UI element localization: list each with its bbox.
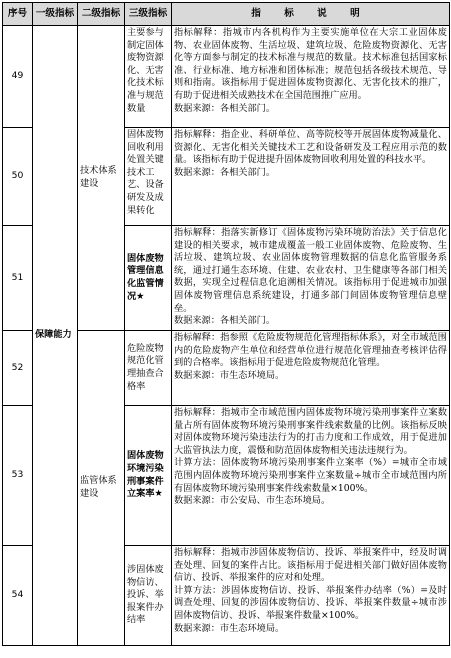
row-desc <box>172 406 450 546</box>
row-seq: 51 <box>3 226 33 331</box>
row-desc <box>172 226 450 331</box>
level3-name: 危险废物规范化管理抽查合格率 <box>125 331 172 406</box>
header-seq: 序号 <box>3 3 33 26</box>
level3-name: 固体废物回收利用处置关键技术工艺、设备研发及成果转化 <box>125 128 172 226</box>
indicator-table <box>2 2 450 646</box>
desc-source: 数据来源：各相关部门。 <box>174 315 276 327</box>
desc-explanation: 指标解释：指企业、科研单位、高等院校等开展固体废物减量化、资源化、无害化相关关键技术工艺和设备研发及工程应用示范的数量。该指标有助于促进提升固体废物回收利用处置的科技水平。 <box>174 129 447 166</box>
level3-name: 固体废物环境污染刑事案件立案率★ <box>125 406 172 546</box>
table-row <box>3 26 450 128</box>
header-level1: 一级指标 <box>33 3 78 26</box>
desc-explanation: 指标解释：指城市全市域范围内固体废物环境污染刑事案件立案数量占所有固体废物环境污染刑事案件线索数量的比例。该指标反映对固体废物环境污染违法行为的打击力度和工作成效，用于促进加大监管执法力度，震慑和防范固体废物相关违法违规行为。 <box>174 407 447 456</box>
header-level3: 三级指标 <box>125 3 172 26</box>
row-desc <box>172 128 450 226</box>
desc-source: 数据来源：市公安局、市生态环境局。 <box>174 495 331 507</box>
level1-cell: 保障能力 <box>33 26 78 646</box>
desc-source: 数据来源：各相关部门。 <box>174 102 276 114</box>
desc-source: 数据来源：市生态环境局。 <box>174 622 285 634</box>
row-seq: 50 <box>3 128 33 226</box>
row-seq: 52 <box>3 331 33 406</box>
row-desc <box>172 26 450 128</box>
level3-name: 主要参与制定固体废物资源化、无害化技术标准与规范数量 <box>125 26 172 128</box>
desc-explanation: 指标解释：指城市内各机构作为主要实施单位在大宗工业固体废物、农业固体废物、生活垃圾、建筑垃圾、危险废物资源化、无害化等方面参与制定的技术标准与规范的数量。技术标准包括国家标准、行业标准、地方标准和团体标准；规范包括各级技术规范、导则和指南。该指标用于促进固体废物资源化、无害化技术的推广，有助于促进相关成熟技术在全国范围推广应用。 <box>174 27 447 101</box>
row-seq: 53 <box>3 406 33 546</box>
desc-source: 数据来源：市生态环境局。 <box>174 369 285 381</box>
level3-name: 涉固体废物信访、投诉、举报案件办结率 <box>125 546 172 646</box>
desc-method: 计算方法：固体废物环境污染刑事案件立案率（%）=城市全市域范围内固体废物环境污染刑事案件立案数量÷城市全市域范围内所有固体废物环境污染刑事案件线索数量×100%。 <box>174 457 447 494</box>
row-desc <box>172 546 450 646</box>
row-seq: 54 <box>3 546 33 646</box>
row-desc <box>172 331 450 406</box>
level2-supervision-cell: 监管体系建设 <box>78 331 125 646</box>
header-row <box>3 3 450 26</box>
level2-tech-cell: 技术体系建设 <box>78 26 125 331</box>
desc-explanation: 指标解释：指落实新修订《固体废物污染环境防治法》关于信息化建设的相关要求，城市建成覆盖一般工业固体废物、危险废物、生活垃圾、建筑垃圾、农业固体废物管理数据的信息化监管服务系统，通过打通生态环境、住建、农业农村、卫生健康等各部门相关数据，实现全过程信息化追溯相关情况。该指标用于促进城市加强固体废物管理信息系统建设，打通多部门间固体废物管理信息壁垒。 <box>174 227 447 314</box>
desc-explanation: 指标解释：指城市涉固体废物信访、投诉、举报案件中，经及时调查处理、回复的案件占比。该指标用于促进相关部门做好固体废物信访、投诉、举报案件的应对和处理。 <box>174 547 447 584</box>
header-desc: 指 标 说 明 <box>172 3 450 26</box>
level3-name: 固体废物管理信息化监管情况★ <box>125 226 172 331</box>
header-level2: 二级指标 <box>78 3 125 26</box>
desc-source: 数据来源：各相关部门。 <box>174 166 276 178</box>
desc-explanation: 指标解释：指参照《危险废物规范化管理指标体系》，对全市域范围内的危险废物产生单位和经营单位进行规范化管理抽查考核评估得到的合格率。该指标用于促进危险废物规范化管理。 <box>174 332 447 369</box>
desc-method: 计算方法：涉固体废物信访、投诉、举报案件办结率（%）=及时调查处理、回复的涉固体废物信访、投诉、举报案件数量÷城市涉固体废物信访、投诉、举报案件数量×100%。 <box>174 584 447 621</box>
row-seq: 49 <box>3 26 33 128</box>
